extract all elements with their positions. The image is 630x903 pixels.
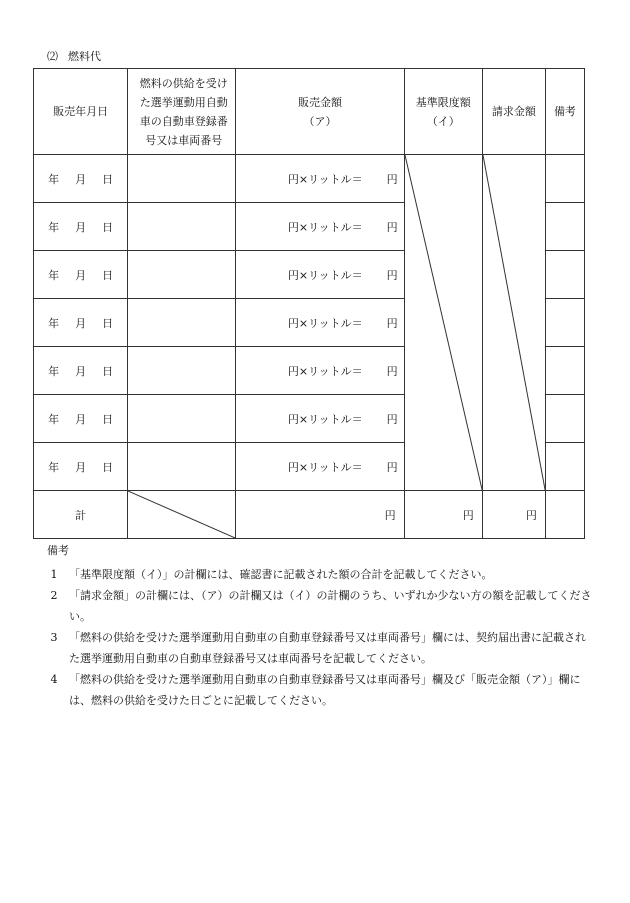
sale-date-cell[interactable] bbox=[34, 347, 128, 395]
date-part-label: 月 bbox=[75, 220, 87, 234]
date-part-label: 日 bbox=[102, 268, 114, 282]
vehicle-registration-cell[interactable] bbox=[128, 251, 236, 299]
header-limit-line: （イ） bbox=[426, 114, 460, 128]
sale-date-cell[interactable] bbox=[34, 299, 128, 347]
amount-unit: 円 bbox=[386, 316, 398, 330]
claim-struck-cell bbox=[482, 155, 545, 491]
remark-item bbox=[47, 564, 592, 585]
date-part-label: 年 bbox=[48, 268, 60, 282]
header-amount-line: 販売金額 bbox=[297, 95, 342, 109]
diagonal-strike-line bbox=[128, 491, 235, 538]
remark-text: 「燃料の供給を受けた選挙運動用自動車の自動車登録番号又は車両番号」欄及び「販売金額（ア）」欄には、燃料の供給を受けた日ごとに記載してください。 bbox=[69, 673, 581, 707]
amount-unit: 円 bbox=[386, 220, 398, 234]
header-sale-date: 販売年月日 bbox=[34, 69, 128, 155]
remarks-cell[interactable] bbox=[545, 155, 584, 203]
header-remarks: 備考 bbox=[545, 69, 584, 155]
sale-date-cell[interactable] bbox=[34, 203, 128, 251]
remarks-cell[interactable] bbox=[545, 395, 584, 443]
date-part-label: 年 bbox=[48, 220, 60, 234]
remarks-cell[interactable] bbox=[545, 203, 584, 251]
date-part-label: 年 bbox=[48, 460, 60, 474]
section-number: ⑵ bbox=[47, 50, 58, 63]
amount-formula-text: 円×リットル＝ bbox=[287, 220, 363, 234]
remark-item bbox=[47, 627, 592, 669]
remark-text: 「燃料の供給を受けた選挙運動用自動車の自動車登録番号又は車両番号」欄には、契約届出書に記載された選挙運動用自動車の自動車登録番号又は車両番号を記載してください。 bbox=[69, 631, 586, 665]
section-title bbox=[47, 48, 101, 64]
remarks-cell[interactable] bbox=[545, 299, 584, 347]
sale-amount-cell[interactable] bbox=[236, 155, 404, 203]
vehicle-registration-cell[interactable] bbox=[128, 443, 236, 491]
fuel-cost-table bbox=[33, 68, 585, 539]
sale-date-cell[interactable] bbox=[34, 443, 128, 491]
sale-date-cell[interactable] bbox=[34, 395, 128, 443]
amount-unit: 円 bbox=[386, 172, 398, 186]
amount-unit: 円 bbox=[386, 268, 398, 282]
standard-limit-struck-cell bbox=[404, 155, 482, 491]
total-claim-cell[interactable]: 円 bbox=[482, 491, 545, 539]
total-row bbox=[34, 491, 585, 539]
date-part-label: 月 bbox=[75, 412, 87, 426]
remark-text: 「請求金額」の計欄には、（ア）の計欄又は（イ）の計欄のうち、いずれか少ない方の額を記載してください。 bbox=[69, 589, 592, 623]
diagonal-strike-line bbox=[405, 155, 482, 490]
header-limit-line: 基準限度額 bbox=[415, 95, 471, 109]
amount-formula-text: 円×リットル＝ bbox=[287, 460, 363, 474]
vehicle-registration-cell[interactable] bbox=[128, 203, 236, 251]
total-registration-struck-cell bbox=[128, 491, 236, 539]
header-standard-limit bbox=[404, 69, 482, 155]
date-part-label: 日 bbox=[102, 316, 114, 330]
header-reg-line: た選挙運動用自動 bbox=[139, 95, 228, 109]
remark-item bbox=[47, 585, 592, 627]
date-part-label: 月 bbox=[75, 172, 87, 186]
date-part-label: 日 bbox=[102, 220, 114, 234]
date-part-label: 年 bbox=[48, 316, 60, 330]
sale-amount-cell[interactable] bbox=[236, 203, 404, 251]
vehicle-registration-cell[interactable] bbox=[128, 395, 236, 443]
remark-number: 4 bbox=[50, 673, 58, 686]
header-reg-line: 車の自動車登録番 bbox=[139, 114, 228, 128]
date-part-label: 日 bbox=[102, 172, 114, 186]
amount-formula-text: 円×リットル＝ bbox=[287, 316, 363, 330]
header-reg-line: 燃料の供給を受け bbox=[139, 76, 228, 90]
remarks-cell[interactable] bbox=[545, 251, 584, 299]
remarks-cell[interactable] bbox=[545, 347, 584, 395]
remarks-title: 備考 bbox=[47, 544, 69, 557]
remarks-cell[interactable] bbox=[545, 443, 584, 491]
date-part-label: 年 bbox=[48, 412, 60, 426]
date-part-label: 月 bbox=[75, 364, 87, 378]
sale-amount-cell[interactable] bbox=[236, 347, 404, 395]
total-remarks-cell[interactable] bbox=[545, 491, 584, 539]
amount-formula-text: 円×リットル＝ bbox=[287, 364, 363, 378]
date-part-label: 月 bbox=[75, 268, 87, 282]
sale-amount-cell[interactable] bbox=[236, 443, 404, 491]
header-claim-amount: 請求金額 bbox=[482, 69, 545, 155]
vehicle-registration-cell[interactable] bbox=[128, 155, 236, 203]
amount-unit: 円 bbox=[386, 460, 398, 474]
date-part-label: 日 bbox=[102, 460, 114, 474]
header-reg-line: 号又は車両番号 bbox=[145, 133, 223, 147]
header-vehicle-registration bbox=[128, 69, 236, 155]
vehicle-registration-cell[interactable] bbox=[128, 347, 236, 395]
amount-unit: 円 bbox=[386, 364, 398, 378]
date-part-label: 月 bbox=[75, 316, 87, 330]
total-limit-cell[interactable]: 円 bbox=[404, 491, 482, 539]
amount-unit: 円 bbox=[386, 412, 398, 426]
date-part-label: 日 bbox=[102, 364, 114, 378]
amount-formula-text: 円×リットル＝ bbox=[287, 412, 363, 426]
remark-number: 3 bbox=[50, 631, 58, 644]
date-part-label: 日 bbox=[102, 412, 114, 426]
sale-amount-cell[interactable] bbox=[236, 395, 404, 443]
remarks-section bbox=[47, 540, 592, 711]
remark-item bbox=[47, 669, 592, 711]
header-row bbox=[34, 69, 585, 155]
header-sale-amount bbox=[236, 69, 404, 155]
remark-text: 「基準限度額（イ）」の計欄には、確認書に記載された額の合計を記載してください。 bbox=[69, 568, 493, 581]
total-amount-cell[interactable]: 円 bbox=[236, 491, 404, 539]
sale-amount-cell[interactable] bbox=[236, 251, 404, 299]
header-amount-line: （ア） bbox=[303, 114, 337, 128]
remark-number: 2 bbox=[50, 589, 58, 602]
date-part-label: 年 bbox=[48, 364, 60, 378]
date-part-label: 月 bbox=[75, 460, 87, 474]
sale-date-cell[interactable] bbox=[34, 155, 128, 203]
remark-number: 1 bbox=[50, 568, 58, 581]
sale-amount-cell[interactable] bbox=[236, 299, 404, 347]
vehicle-registration-cell[interactable] bbox=[128, 299, 236, 347]
sale-date-cell[interactable] bbox=[34, 251, 128, 299]
amount-formula-text: 円×リットル＝ bbox=[287, 172, 363, 186]
data-row bbox=[34, 155, 585, 203]
section-title-text: 燃料代 bbox=[68, 50, 101, 63]
diagonal-strike-line bbox=[483, 155, 545, 490]
amount-formula-text: 円×リットル＝ bbox=[287, 268, 363, 282]
total-label: 計 bbox=[34, 491, 128, 539]
date-part-label: 年 bbox=[48, 172, 60, 186]
